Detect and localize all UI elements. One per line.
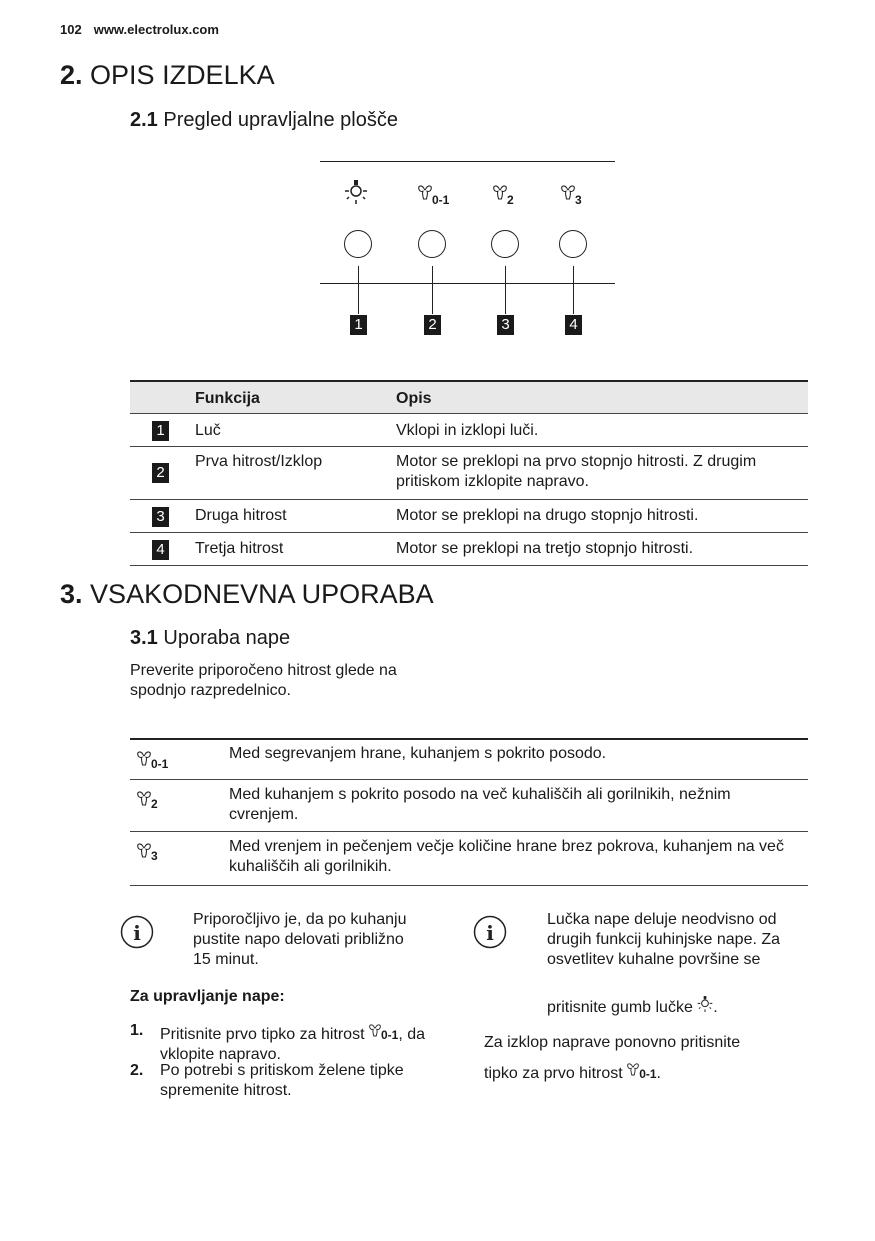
step-1: 1. Pritisnite prvo tipko za hitrost 0-1, da vklopite napravo. bbox=[130, 1022, 426, 1063]
table-row: 3 Druga hitrost Motor se preklopi na drugo stopnjo hitrosti. bbox=[130, 500, 808, 533]
off-text: Za izklop naprave ponovno pritisnite bbox=[484, 1034, 741, 1051]
table-row: 0-1 Med segrevanjem hrane, kuhanjem s pokrito posodo. bbox=[130, 740, 808, 780]
info-text: Priporočljivo je, da po kuhanju pustite napo delovati približno 15 minut. bbox=[193, 911, 407, 968]
fan-icon: 0-1 bbox=[627, 1065, 656, 1082]
info-text: Lučka nape deluje neodvisno od drugih funkcij kuhinjske nape. Za osvetlitev kuhalne površine se bbox=[547, 911, 781, 968]
badge: 4 bbox=[565, 315, 582, 335]
table-header: Funkcija Opis bbox=[130, 380, 808, 414]
fan-icon: 3 bbox=[561, 182, 582, 207]
off-text-end: tipko za prvo hitrost 0-1. bbox=[484, 1065, 661, 1082]
intro-text: Preverite priporočeno hitrost glede na spodnjo razpredelnico. bbox=[130, 662, 397, 699]
table-row: 3 Med vrenjem in pečenjem večje količine hrane brez pokrova, kuhanjem na več kuhališčih ali gorilnikih. bbox=[130, 832, 808, 886]
light-button[interactable] bbox=[344, 230, 372, 258]
section-2-1-heading: 2.1 Pregled upravljalne plošče bbox=[130, 109, 398, 131]
svg-text:i: i bbox=[486, 921, 494, 945]
info-icon bbox=[473, 915, 507, 949]
fan-icon: 0-1 bbox=[137, 748, 168, 774]
badge: 2 bbox=[424, 315, 441, 335]
fan-icon: 0-1 bbox=[418, 182, 449, 207]
step-2: 2. Po potrebi s pritiskom želene tipke spremenite hitrost. bbox=[130, 1062, 404, 1099]
table-row: 2 Prva hitrost/Izklop Motor se preklopi na prvo stopnjo hitrosti. Z drugim pritiskom izklopite napravo. bbox=[130, 447, 808, 500]
page-number: 102 bbox=[60, 22, 82, 37]
functions-table bbox=[130, 380, 808, 566]
svg-text:i: i bbox=[133, 921, 141, 945]
light-icon bbox=[697, 996, 713, 1012]
section-3-1-heading: 3.1 Uporaba nape bbox=[130, 627, 291, 649]
badge: 3 bbox=[497, 315, 514, 335]
fan-icon: 2 bbox=[137, 788, 158, 814]
instructions-heading: Za upravljanje nape: bbox=[130, 988, 285, 1005]
light-icon bbox=[344, 180, 368, 204]
speed-0-1-button[interactable] bbox=[418, 230, 446, 258]
page-header bbox=[60, 22, 219, 37]
info-icon bbox=[120, 915, 154, 949]
fan-icon: 3 bbox=[137, 840, 158, 866]
speed-3-button[interactable] bbox=[559, 230, 587, 258]
section-2-heading: 2. OPIS IZDELKA bbox=[60, 60, 275, 90]
table-row: 1 Luč Vklopi in izklopi luči. bbox=[130, 414, 808, 447]
fan-icon: 2 bbox=[493, 182, 514, 207]
table-row: 2 Med kuhanjem s pokrito posodo na več kuhališčih ali gorilnikih, nežnim cvrenjem. bbox=[130, 780, 808, 832]
site-url: www.electrolux.com bbox=[93, 22, 219, 37]
info-text-end: pritisnite gumb lučke . bbox=[547, 996, 718, 1018]
speed-2-button[interactable] bbox=[491, 230, 519, 258]
badge: 1 bbox=[350, 315, 367, 335]
table-row: 4 Tretja hitrost Motor se preklopi na tretjo stopnjo hitrosti. bbox=[130, 533, 808, 566]
fan-icon: 0-1 bbox=[369, 1026, 398, 1043]
section-3-heading: 3. VSAKODNEVNA UPORABA bbox=[60, 579, 434, 609]
speed-table bbox=[130, 738, 808, 885]
